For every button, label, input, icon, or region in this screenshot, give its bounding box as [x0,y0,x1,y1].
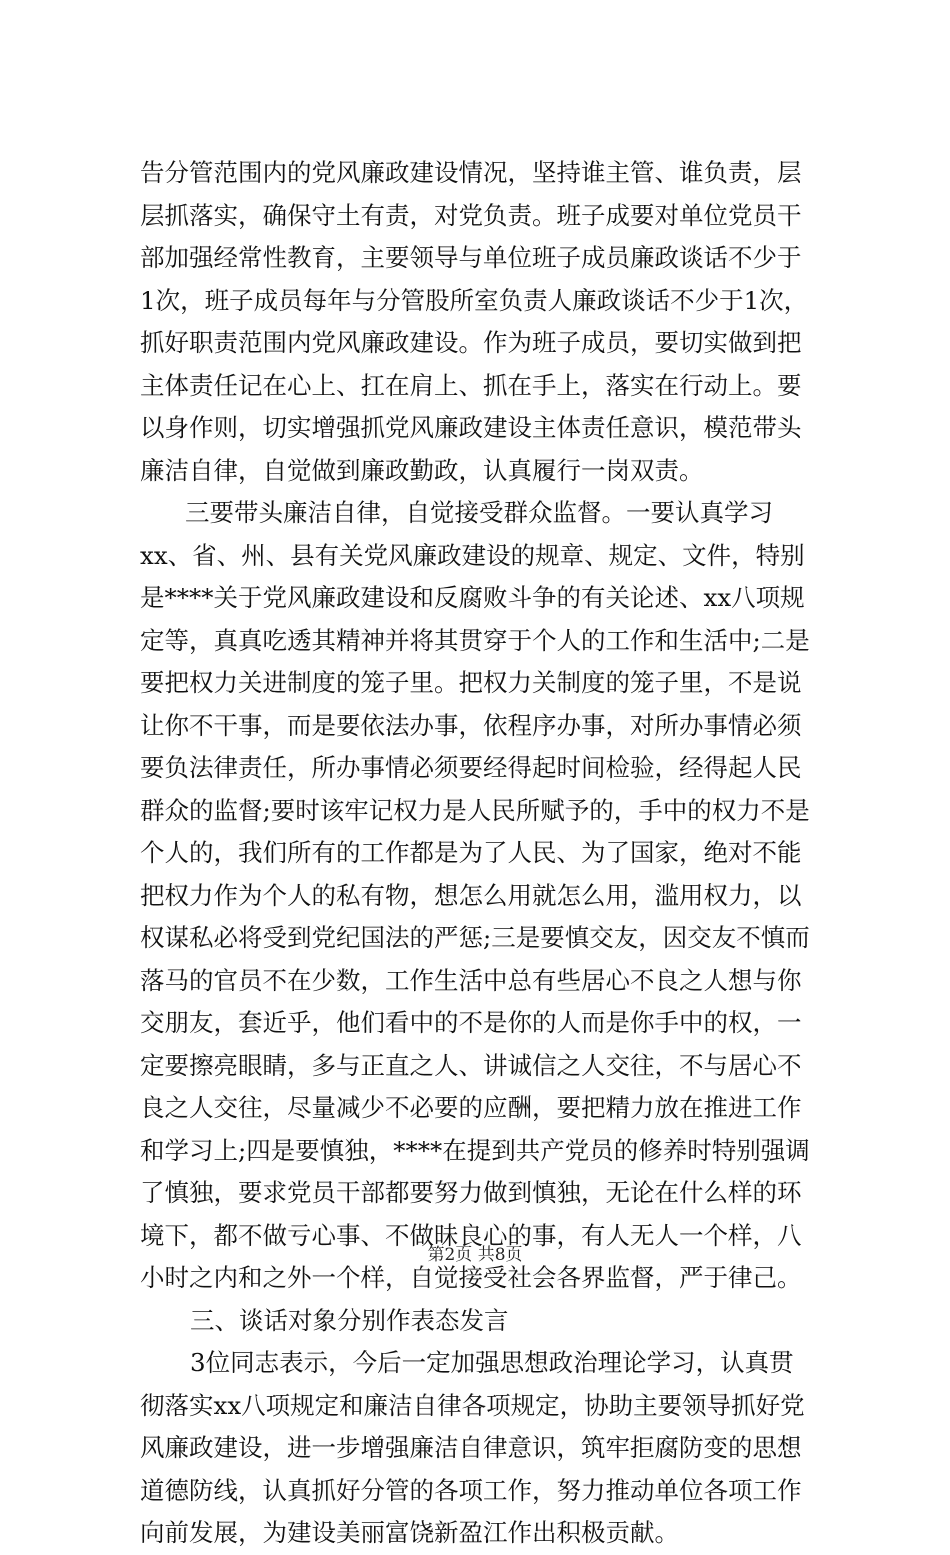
body-line: 向前发展，为建设美丽富饶新盈江作出积极贡献。 [140,1518,679,1547]
body-line: 把权力作为个人的私有物，想怎么用就怎么用，滥用权力，以 [140,880,802,910]
section-heading: 三、谈话对象分别作表态发言 [190,1305,509,1335]
body-line: 风廉政建设，进一步增强廉洁自律意识，筑牢拒腐防变的思想 [140,1433,802,1462]
body-line: 个人的，我们所有的工作都是为了人民、为了国家，绝对不能 [140,838,802,867]
body-line: 彻落实xx八项规定和廉洁自律各项规定，协助主要领导抓好党 [140,1390,805,1420]
body-line: 要把权力关进制度的笼子里。把权力关制度的笼子里，不是说 [140,668,802,697]
body-line: 小时之内和之外一个样，自觉接受社会各界监督，严于律己。 [140,1263,802,1292]
body-line: 是****关于党风廉政建设和反腐败斗争的有关论述、xx八项规 [140,583,805,612]
body-line: 了慎独，要求党员干部都要努力做到慎独，无论在什么样的环 [140,1178,802,1207]
body-line: 落马的官员不在少数，工作生活中总有些居心不良之人想与你 [140,965,802,995]
body-line: 主体责任记在心上、扛在肩上、抓在手上，落实在行动上。要 [140,370,802,400]
body-line: 交朋友，套近乎，他们看中的不是你的人而是你手中的权，一 [140,1008,802,1037]
page-number: 第2页 共8页 [427,1245,523,1265]
body-line: 良之人交往，尽量减少不必要的应酬，要把精力放在推进工作 [140,1093,802,1122]
body-line: 告分管范围内的党风廉政建设情况，坚持谁主管、谁负责，层 [140,158,802,187]
body-line: 群众的监督;要时该牢记权力是人民所赋予的，手中的权力不是 [140,795,810,825]
paragraph-start-line: 三要带头廉洁自律，自觉接受群众监督。一要认真学习 [185,498,773,527]
body-line: 让你不干事，而是要依法办事，依程序办事，对所办事情必须 [140,710,802,740]
body-line: 道德防线，认真抓好分管的各项工作，努力推动单位各项工作 [140,1475,802,1505]
body-line: 部加强经常性教育，主要领导与单位班子成员廉政谈话不少于 [140,243,802,272]
body-line: 要负法律责任，所办事情必须要经得起时间检验，经得起人民 [140,753,802,782]
body-line: 以身作则，切实增强抓党风廉政建设主体责任意识，模范带头 [140,413,802,442]
body-line: 1次，班子成员每年与分管股所室负责人廉政谈话不少于1次， [140,285,809,315]
body-line: 定要擦亮眼睛，多与正直之人、讲诚信之人交往，不与居心不 [140,1050,802,1080]
page-footer [0,1240,950,1265]
body-line: 定等，真真吃透其精神并将其贯穿于个人的工作和生活中;二是 [140,625,810,655]
document-body [140,152,820,1555]
body-line: 层抓落实，确保守土有责，对党负责。班子成要对单位党员干 [140,200,802,230]
body-line: 境下，都不做亏心事、不做昧良心的事，有人无人一个样，八 [140,1220,802,1250]
paragraph-start-line: 3位同志表示，今后一定加强思想政治理论学习，认真贯 [190,1348,794,1377]
body-line: 权谋私必将受到党纪国法的严惩;三是要慎交友，因交友不慎而 [140,923,810,952]
body-line: 抓好职责范围内党风廉政建设。作为班子成员，要切实做到把 [140,328,802,357]
body-line: xx、省、州、县有关党风廉政建设的规章、规定、文件，特别 [140,540,805,570]
body-line: 和学习上;四是要慎独，****在提到共产党员的修养时特别强调 [140,1135,810,1165]
body-line: 廉洁自律，自觉做到廉政勤政，认真履行一岗双责。 [140,455,704,485]
